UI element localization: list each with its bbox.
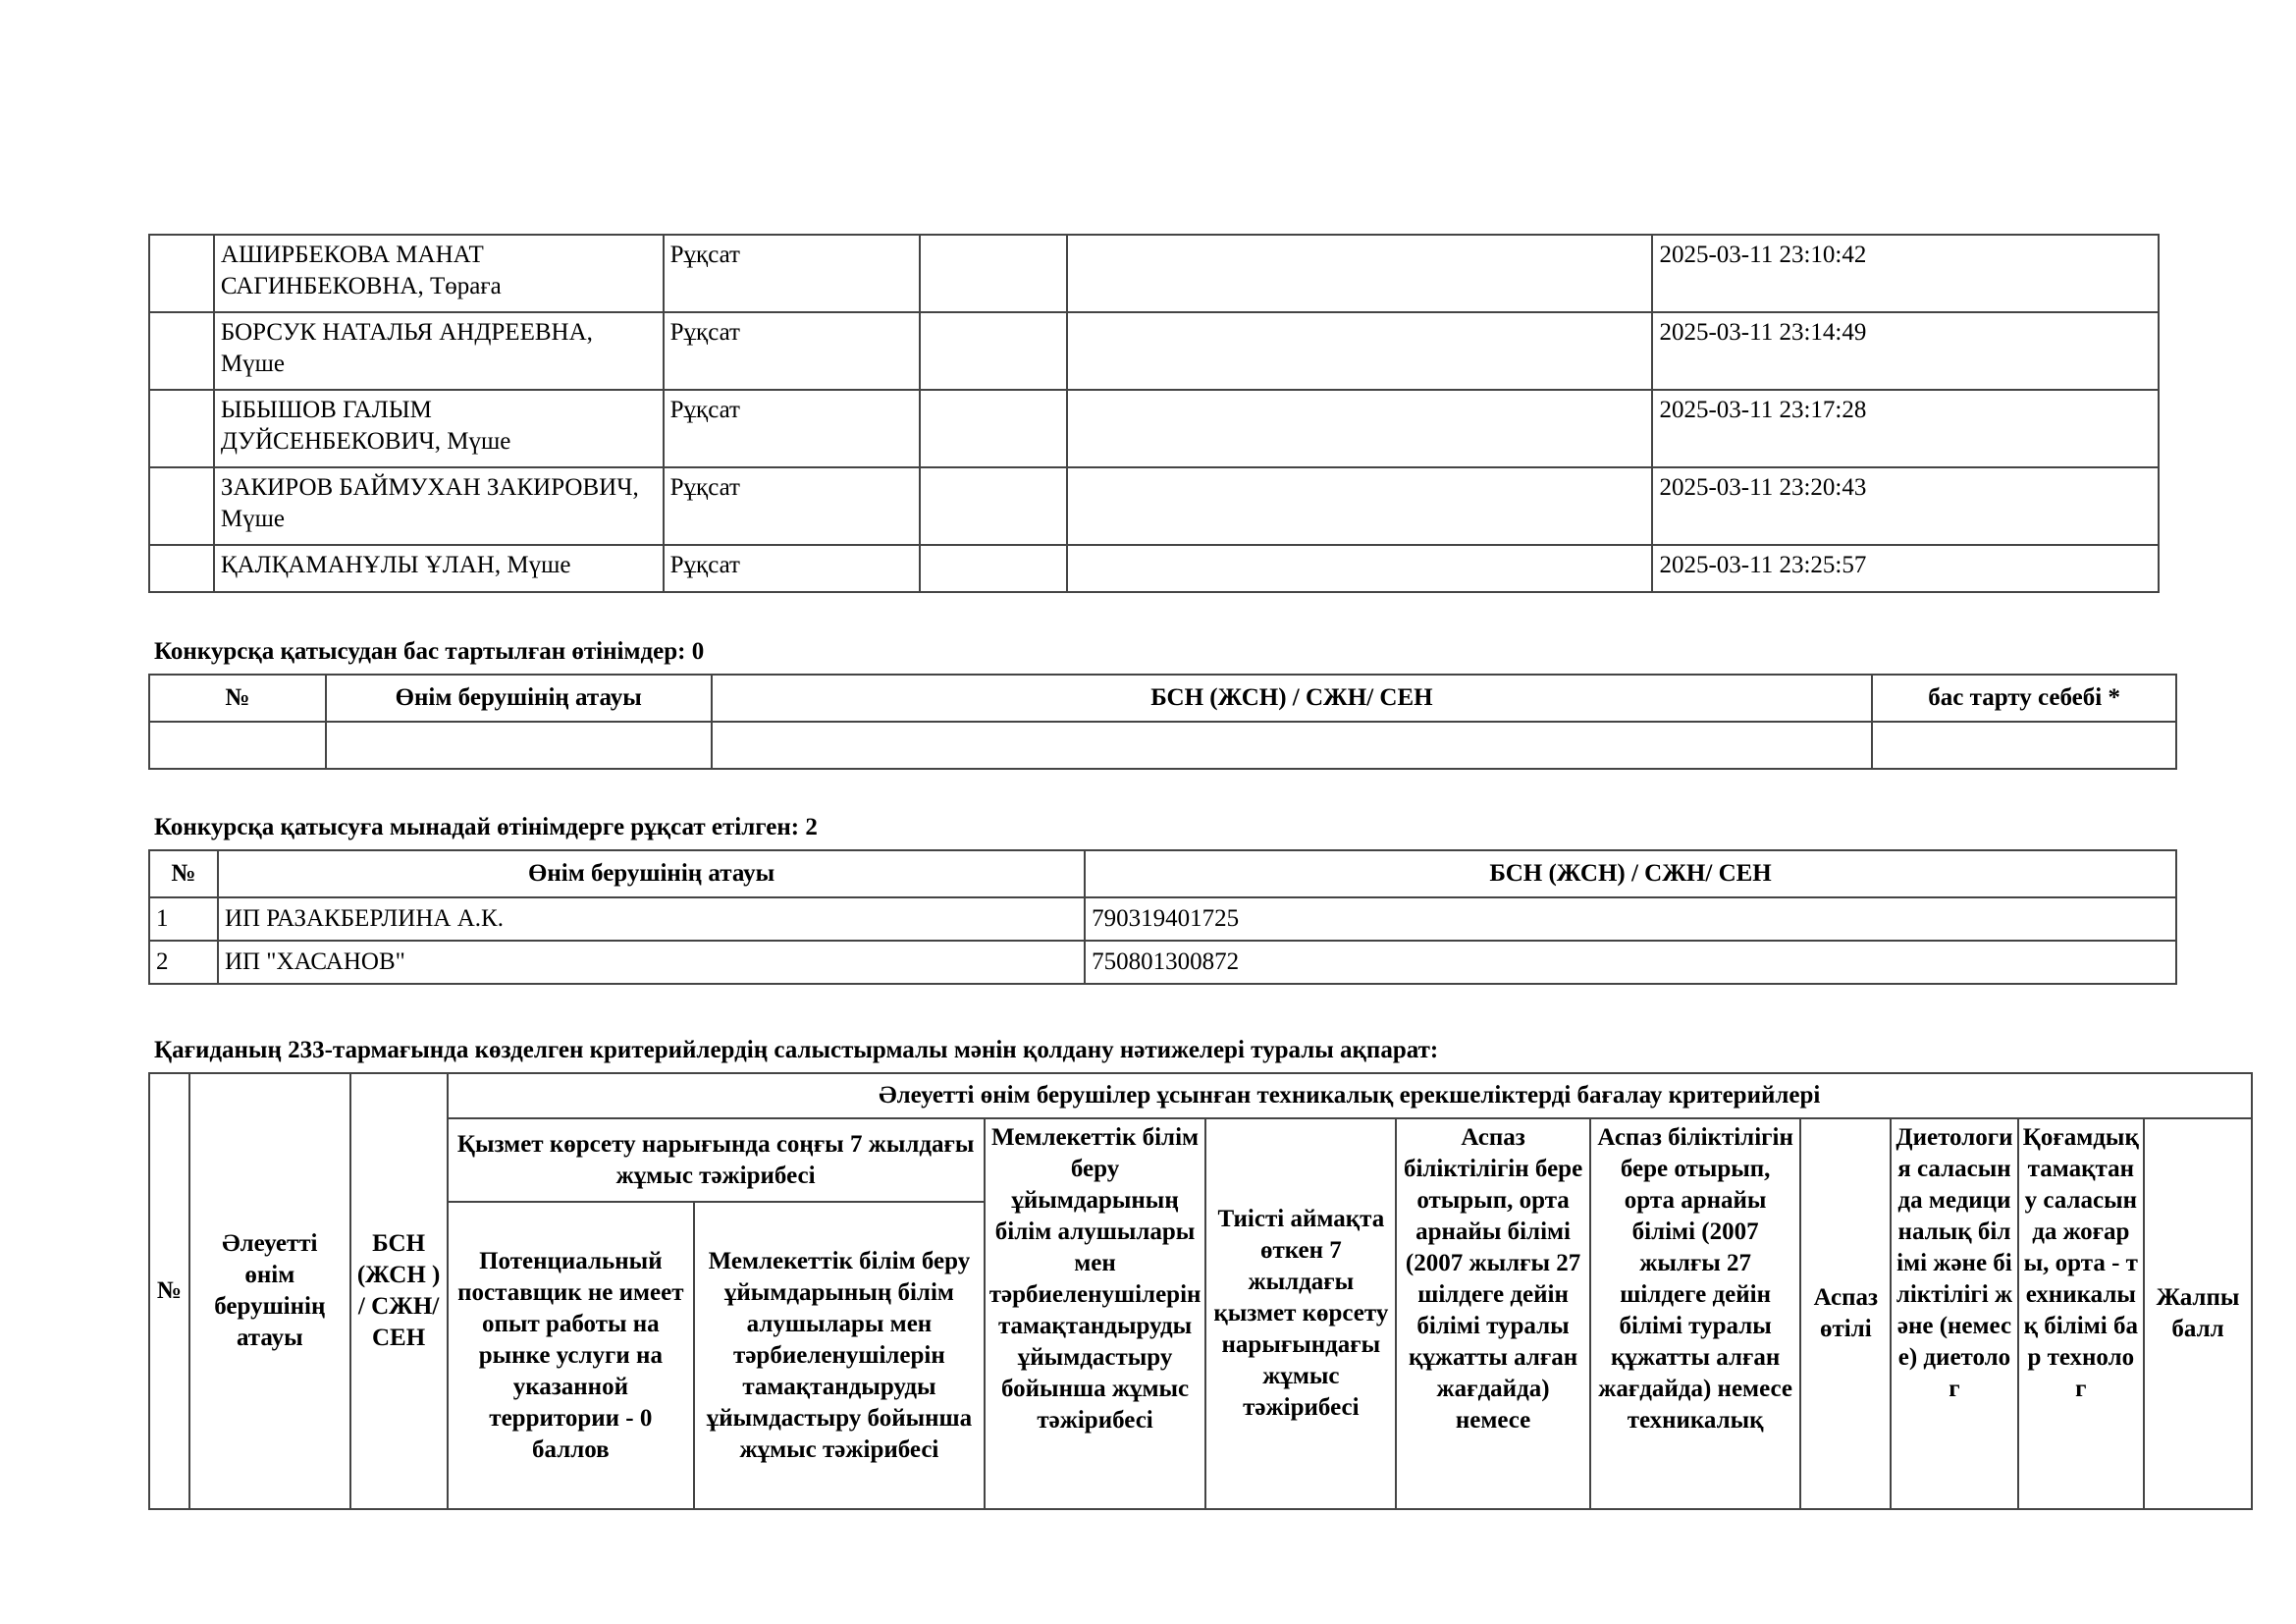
column-header-num: № (149, 1073, 189, 1509)
table-row (149, 722, 2176, 769)
rejected-table (148, 674, 2177, 770)
column-header: Өнім берушінің атауы (326, 675, 712, 722)
decision: Рұқсат (664, 467, 921, 545)
rejected-heading: Конкурсқа қатысудан бас тартылған өтінімдер: 0 (154, 638, 705, 665)
criteria-heading: Қағиданың 233-тармағында көзделген критерийлердің салыстырмалы мәнін қолдану нәтижелері туралы ақпарат: (154, 1037, 1439, 1063)
member-name: БОРСУК НАТАЛЬЯ АНДРЕЕВНА, Мүше (214, 312, 664, 390)
decision-datetime: 2025-03-11 23:20:43 (1652, 467, 2159, 545)
table-header-row (149, 1073, 2252, 1118)
column-header-cook-education-2: Аспаз біліктілігін бере отырып, орта арнайы білімі (2007 жылғы 27 шілдеге дейін білімі туралы құжатты алған жағдайда) немесе техникалық (1590, 1118, 1801, 1509)
column-header-dietology: Диетология саласында медициналық білімі және біліктілігі және (немесе) диетолог (1891, 1118, 2017, 1509)
criteria-table (148, 1072, 2253, 1510)
column-header-state-org: Мемлекеттік білім беру ұйымдарының білім алушылары мен тәрбиеленушілерін тамақтандыруды ұйымдастыру бойынша жұмыс тәжірибесі (985, 1118, 1206, 1509)
column-header: № (149, 675, 326, 722)
admitted-heading: Конкурсқа қатысуға мынадай өтінімдерге рұқсат етілген: 2 (154, 814, 818, 840)
table-header-row (149, 850, 2176, 897)
table-row (149, 897, 2176, 941)
decision: Рұқсат (664, 545, 921, 592)
decision: Рұқсат (664, 235, 921, 312)
table-row (149, 545, 2159, 592)
member-name: ЫБЫШОВ ГАЛЫМ ДУЙСЕНБЕКОВИЧ, Мүше (214, 390, 664, 467)
table-row (149, 467, 2159, 545)
column-header-public-catering: Қоғамдық тамақтану саласында жоғары, орта - техникалық білімі бар технолог (2018, 1118, 2144, 1509)
table-row (149, 390, 2159, 467)
decision-datetime: 2025-03-11 23:25:57 (1652, 545, 2159, 592)
column-header: № (149, 850, 218, 897)
member-name: ЗАКИРОВ БАЙМУХАН ЗАКИРОВИЧ, Мүше (214, 467, 664, 545)
column-header: БСН (ЖСН) / СЖН/ СЕН (1085, 850, 2176, 897)
supplier-name: ИП РАЗАКБЕРЛИНА А.К. (218, 897, 1085, 941)
experience-group-header: Қызмет көрсету нарығында соңғы 7 жылдағы жұмыс тәжірибесі (448, 1118, 985, 1202)
column-header-state-experience: Мемлекеттік білім беру ұйымдарының білім алушылары мен тәрбиеленушілерін тамақтандыруды ұйымдастыру бойынша жұмыс тәжірибесі (694, 1202, 985, 1509)
commission-decisions-table (148, 234, 2160, 593)
member-name: АШИРБЕКОВА МАНАТ САГИНБЕКОВНА, Төраға (214, 235, 664, 312)
row-number: 1 (149, 897, 218, 941)
decision: Рұқсат (664, 390, 921, 467)
table-row (149, 235, 2159, 312)
column-header-no-experience: Потенциальный поставщик не имеет опыт работы на рынке услуги на указанной территории - 0 баллов (448, 1202, 695, 1509)
supplier-name: ИП "ХАСАНОВ" (218, 941, 1085, 984)
column-header-name: Әлеуетті өнім берушінің атауы (189, 1073, 350, 1509)
member-name: ҚАЛҚАМАНҰЛЫ ҰЛАН, Мүше (214, 545, 664, 592)
decision-datetime: 2025-03-11 23:17:28 (1652, 390, 2159, 467)
column-header-total: Жалпы балл (2144, 1118, 2252, 1509)
supplier-bin: 790319401725 (1085, 897, 2176, 941)
table-row (149, 941, 2176, 984)
decision-datetime: 2025-03-11 23:10:42 (1652, 235, 2159, 312)
column-header-bin: БСН (ЖСН ) / СЖН/ СЕН (350, 1073, 448, 1509)
decision-datetime: 2025-03-11 23:14:49 (1652, 312, 2159, 390)
column-header: БСН (ЖСН) / СЖН/ СЕН (712, 675, 1873, 722)
column-header-region: Тиісті аймақта өткен 7 жылдағы қызмет көрсету нарығындағы жұмыс тәжірибесі (1205, 1118, 1396, 1509)
criteria-group-header: Әлеуетті өнім берушілер ұсынған техникалық ерекшеліктерді бағалау критерийлері (448, 1073, 2252, 1118)
column-header: Өнім берушінің атауы (218, 850, 1085, 897)
admitted-table (148, 849, 2177, 985)
table-header-row (149, 675, 2176, 722)
decision: Рұқсат (664, 312, 921, 390)
supplier-bin: 750801300872 (1085, 941, 2176, 984)
row-number: 2 (149, 941, 218, 984)
column-header-cook-education-1: Аспаз біліктілігін бере отырып, орта арнайы білімі (2007 жылғы 27 шілдеге дейін білімі туралы құжатты алған жағдайда) немесе (1396, 1118, 1590, 1509)
column-header: бас тарту себебі * (1872, 675, 2176, 722)
column-header-cook-experience: Аспаз өтілі (1800, 1118, 1891, 1509)
table-header-row (149, 1118, 2252, 1202)
table-row (149, 312, 2159, 390)
